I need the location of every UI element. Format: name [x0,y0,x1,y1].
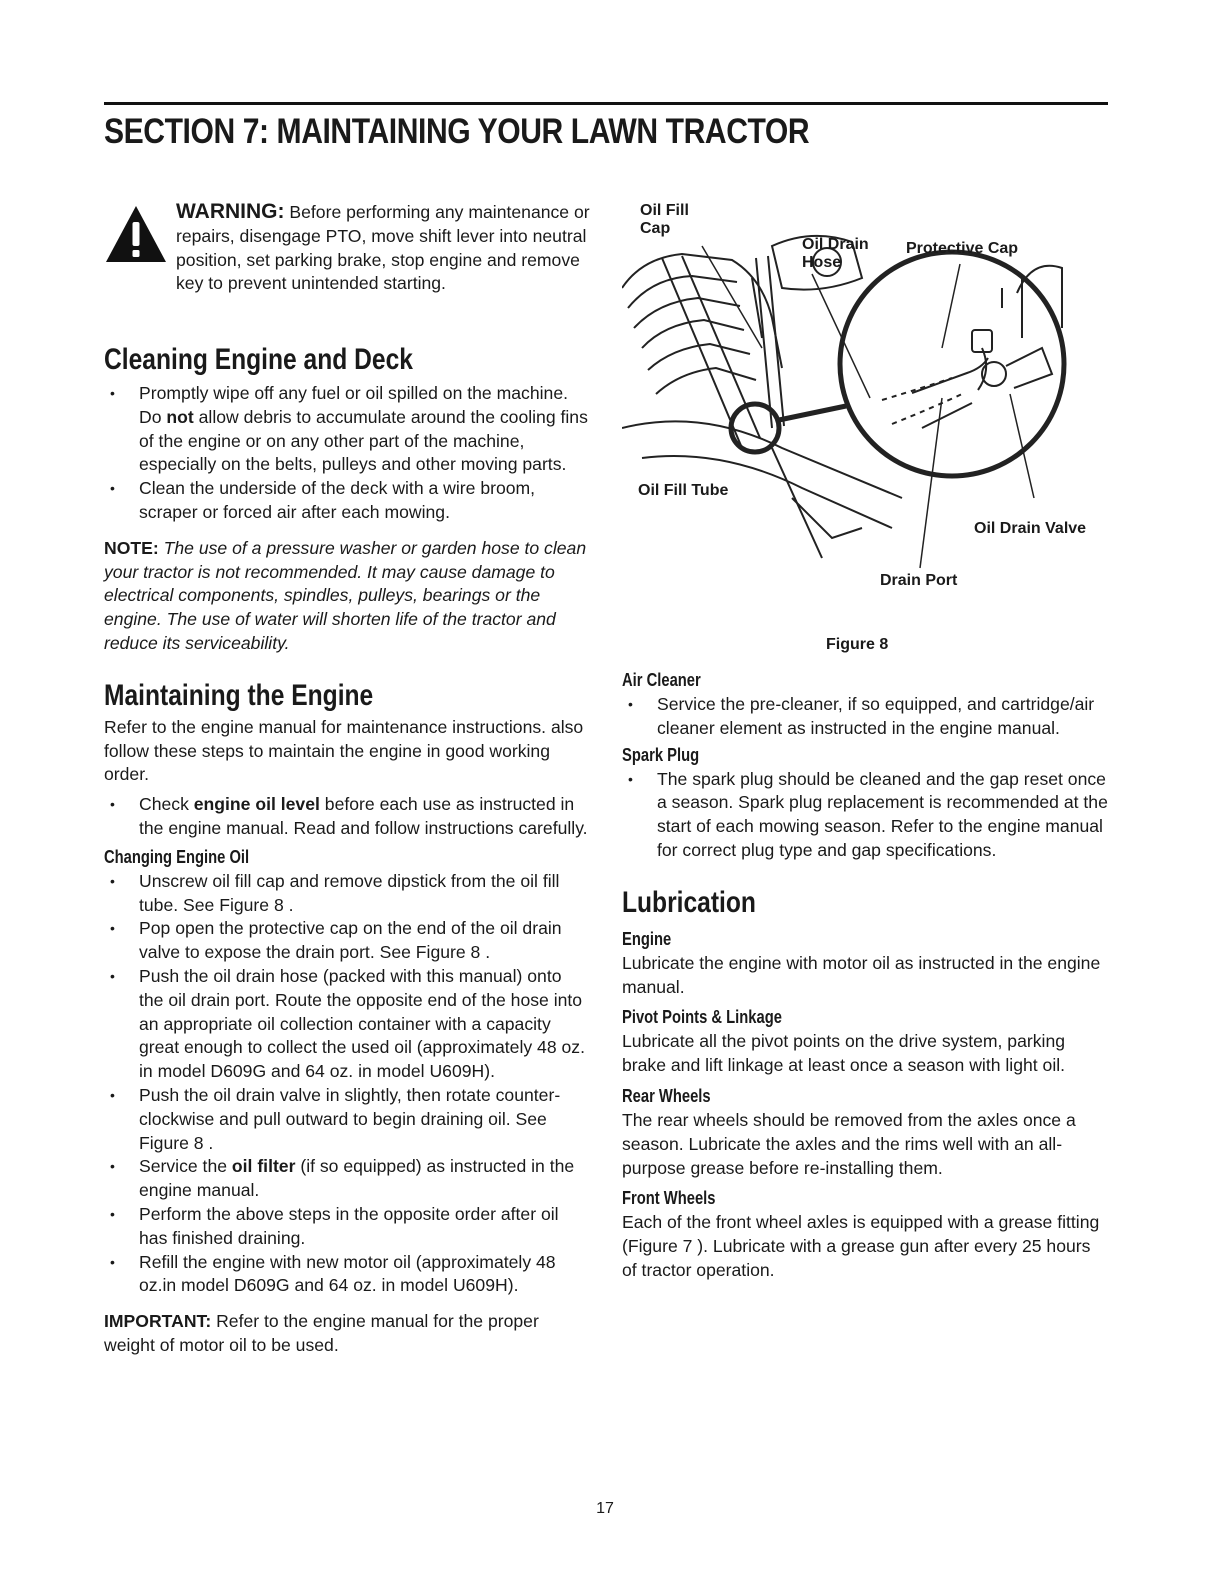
list-item: • Unscrew oil fill cap and remove dipstick from the oil fill tube. See Figure 8 . [104,870,590,918]
air-cleaner-heading: Air Cleaner [622,670,701,690]
front-wheels-text: Each of the front wheel axles is equipped with a grease fitting (Figure 7 ). Lubricate with a grease gun after every 25 hours of tractor operation. [622,1212,1100,1280]
section-title: SECTION 7: MAINTAINING YOUR LAWN TRACTOR [104,112,810,151]
list-item: • Push the oil drain valve in slightly, then rotate counter-clockwise and pull outward to begin draining oil. See Figure 8 . [104,1084,590,1155]
list-item: • Clean the underside of the deck with a wire broom, scraper or forced air after each mowing. [104,477,590,525]
cleaning-heading: Cleaning Engine and Deck [104,343,413,376]
engine-heading: Engine [622,928,672,949]
left-column [104,200,590,1358]
lubrication-heading: Lubrication [622,885,756,919]
maintaining-list [104,793,590,841]
list-item: • Service the pre-cleaner, if so equipped, and cartridge/air cleaner element as instructed in the engine manual. [622,693,1108,741]
list-item: • Perform the above steps in the opposite order after oil has finished draining. [104,1203,590,1251]
changing-oil-heading: Changing Engine Oil [104,846,250,867]
figure-caption: Figure 8 [826,636,889,653]
list-item: • The spark plug should be cleaned and the gap reset once a season. Spark plug replacement is recommended at the start of each mowing season. Refer to the engine manual for correct plug type and gap specifications. [622,768,1108,863]
page-number: 17 [596,1500,614,1517]
list-item: • Check engine oil level before each use as instructed in the engine manual. Read and follow instructions carefully. [104,793,590,841]
cleaning-list [104,382,590,525]
label-oil-fill-tube: Oil Fill Tube [638,482,729,499]
list-item: • Service the oil filter (if so equipped) as instructed in the engine manual. [104,1155,590,1203]
important-note: IMPORTANT: Refer to the engine manual for the proper weight of motor oil to be used. [104,1311,539,1355]
maintaining-intro: Refer to the engine manual for maintenance instructions. also follow these steps to maintain the engine in good working order. [104,716,584,785]
label-drain-port: Drain Port [880,572,958,589]
label-oil-drain-hose: Oil Drain Hose [802,236,869,271]
label-protective-cap: Protective Cap [906,240,1019,257]
engine-text: Lubricate the engine with motor oil as instructed in the engine manual. [622,952,1101,997]
figure-8 [622,198,1108,658]
label-oil-fill-cap: Oil Fill Cap [640,202,689,237]
warning-heading: WARNING: [176,200,285,223]
right-column [622,668,1108,1283]
changing-oil-list [104,870,590,1298]
front-wheels-heading: Front Wheels [622,1188,716,1209]
list-item: • Promptly wipe off any fuel or oil spilled on the machine. Do not allow debris to accumulate around the cooling fins of the engine or on any other part of the machine, especially on the belts, pulleys and other moving parts. [104,382,590,477]
warning-icon [104,204,168,264]
list-item: • Refill the engine with new motor oil (approximately 48 oz.in model D609G and 64 oz. in model U609H). [104,1251,590,1299]
spark-plug-heading: Spark Plug [622,744,700,765]
air-cleaner-list [622,693,1108,741]
pivot-heading: Pivot Points & Linkage [622,1007,782,1028]
list-item: • Pop open the protective cap on the end of the oil drain valve to expose the drain port. See Figure 8 . [104,917,590,965]
list-item: • Push the oil drain hose (packed with this manual) onto the oil drain port. Route the opposite end of the hose into an appropriate oil collection container with a capacity great enough to collect the used oil (approximately 48 oz. in model D609G and 64 oz. in model U609H). [104,965,590,1084]
pivot-text: Lubricate all the pivot points on the drive system, parking brake and lift linkage at least once a season with light oil. [622,1031,1066,1076]
maintaining-heading: Maintaining the Engine [104,678,374,712]
note: NOTE: The use of a pressure washer or garden hose to clean your tractor is not recommended. It may cause damage to electrical components, spindles, pulleys, bearings or the engine. The use of water will shorten life of the tractor and reduce its serviceability. [104,537,587,653]
header-rule [104,102,1108,105]
warning-block [104,200,590,320]
spark-plug-list [622,768,1108,863]
rear-wheels-heading: Rear Wheels [622,1085,711,1106]
label-oil-drain-valve: Oil Drain Valve [974,520,1087,537]
warning-text: WARNING: Before performing any maintenance or repairs, disengage PTO, move shift lever into neutral position, set parking brake, stop engine and remove key to prevent unintended starting. [176,200,590,294]
rear-wheels-text: The rear wheels should be removed from the axles once a season. Lubricate the axles and the rims well with an all-purpose grease before re-installing them. [622,1109,1076,1178]
